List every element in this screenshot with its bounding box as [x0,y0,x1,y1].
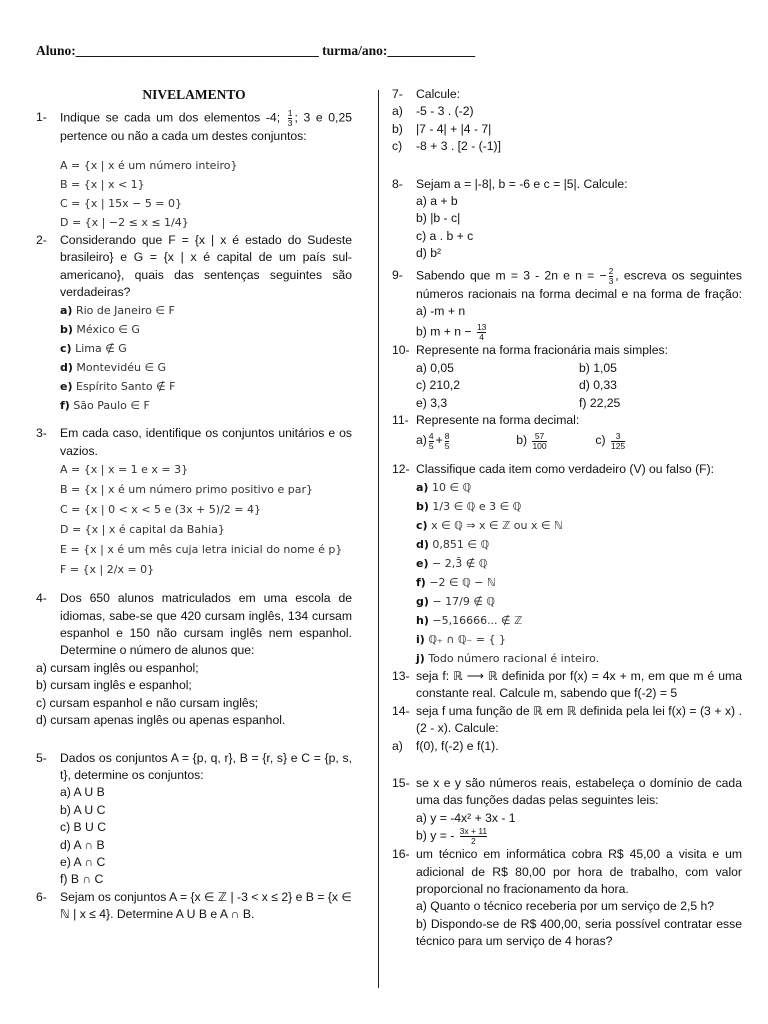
question-number: 16- [392,847,410,862]
set-item: B = {x | x < 1} [60,177,145,191]
list-item: f) B ∩ C [60,872,104,887]
set-item: A = {x | x é um número inteiro} [60,158,238,172]
list-item: b) Dispondo-se de R$ 400,00, seria possível contratar esse técnico para um serviço de 4 horas? [416,916,742,949]
option-item: a) 10 ∈ ℚ [416,480,472,494]
question-14 [392,703,742,738]
option-list [392,478,742,668]
option-item: e) Espírito Santo ∉ F [60,380,176,394]
question-9 [392,267,742,321]
list-item: b) |b - c| [416,211,461,226]
question-number: 11- [392,413,409,428]
set-list [36,156,352,232]
item-grid [392,360,742,412]
question-text: Dados os conjuntos A = {p, q, r}, B = {r, s} e C = {p, s, t}, determine os conjuntos: [60,750,352,782]
question-number: 12- [392,461,410,476]
question-number: 5- [36,750,47,765]
question-number: 3- [36,426,47,441]
list-item: a) cursam inglês ou espanhol; [36,660,199,675]
fraction: $\frac{1}{3}$ [287,108,293,129]
question-number: 6- [36,889,47,904]
item-list [36,784,352,888]
list-item: a) 0,05 [416,360,454,375]
option-item: f) São Paulo ∈ F [60,399,150,413]
list-item: b) A U C [60,802,106,817]
question-number: 14- [392,703,410,718]
list-item: b) y = - $\frac{3x + 11}{2}$ [416,826,488,847]
question-11 [392,412,742,429]
question-6 [36,889,352,924]
question-number: 13- [392,668,410,683]
set-list [36,460,352,580]
option-item: i) ℚ₊ ∩ ℚ₋ = { } [416,632,506,646]
question-number: 4- [36,591,47,606]
question-4 [36,590,352,660]
set-item: C = {x | 15x − 5 = 0} [60,196,183,210]
list-item: d) cursam apenas inglês ou apenas espanhol. [36,713,286,728]
list-item: b) $\frac{57}{100}$ [516,430,547,451]
page-title: NIVELAMENTO [142,87,246,102]
question-text: Represente na forma decimal: [416,413,580,428]
list-item: d) A ∩ B [60,837,105,852]
list-item: c) $\frac{3}{125}$ [595,430,626,451]
question-text: Calcule: [416,87,461,101]
question-number: 1- [36,110,47,125]
set-item: B = {x | x é um número primo positivo e par} [60,483,313,497]
question-text: Classifique cada item como verdadeiro (V) ou falso (F): [416,461,715,476]
list-item: c) a . b + c [416,228,474,243]
question-text: Indique se cada um dos elementos -4; $\frac{1}{3}$ ; 3 e 0,25 pertence ou não a cada um destes conjuntos: [60,108,352,144]
list-item: b) 1,05 [579,360,617,375]
question-text: Em cada caso, identifique os conjuntos unitários e os vazios. [60,426,352,458]
question-number: 8- [392,176,403,191]
list-item: c) 210,2 [416,378,461,393]
question-15 [392,775,742,810]
item-row [392,432,742,451]
set-item: F = {x | 2/x = 0} [60,563,155,577]
option-item: e) − 2,3̄ ∉ ℚ [416,556,488,570]
list-item: a) a + b [416,194,458,209]
list-item: d) 0,33 [579,378,617,393]
list-item: a) f(0), f(-2) e f(1). [392,738,499,753]
question-text: Represente na forma fracionária mais simples: [416,343,668,358]
list-item: e) 3,3 [416,395,448,410]
list-item: b) |7 - 4| + |4 - 7| [392,121,492,136]
list-item: a) $\frac{4}{5}$ + $\frac{8}{5}$ [416,430,450,451]
option-item: j) Todo número racional é inteiro. [416,651,600,665]
set-item: C = {x | 0 < x < 5 e (3x + 5)/2 = 4} [60,503,261,517]
question-text: se x e y são números reais, estabeleça o domínio de cada uma das funções dadas pelas seguintes leis: [416,775,742,808]
question-text: Considerando que F = {x | x é estado do Sudeste brasileiro} e G = {x | x é capital de um país sul-americano}, quais das sentenças seguintes são verdadeiras? [60,232,352,300]
question-8 [392,176,742,193]
list-item: a) -5 - 3 . (-2) [392,104,474,119]
fraction: $\frac{3x + 11}{2}$ [459,826,488,847]
question-text: seja f uma função de ℝ em ℝ definida pela lei f(x) = (3 + x) . (2 - x). Calcule: [416,703,742,736]
option-item: h) −5,16666... ∉ ℤ [416,613,523,627]
list-item: f) 22,25 [579,395,621,410]
question-text: Sejam os conjuntos A = {x ∈ ℤ | -3 < x ≤ 2} e B = {x ∈ ℕ | x ≤ 4}. Determine A U B e A ∩ B. [60,889,352,922]
question-3 [36,425,352,460]
question-12 [392,461,742,478]
question-text: um técnico em informática cobra R$ 45,00 a visita e um adicional de R$ 80,00 por hora de trabalho, com valor proporcional no fracionamento da hora. [416,847,742,896]
option-item: d) Montevidéu ∈ G [60,361,167,375]
question-10 [392,342,742,359]
question-16 [392,846,742,898]
question-5 [36,750,352,785]
set-item: D = {x | −2 ≤ x ≤ 1/4} [60,215,189,229]
fraction: $\frac{2}{3}$ [608,265,614,286]
question-7 [392,86,742,103]
question-text: seja f: ℝ ⟶ ℝ definida por f(x) = 4x + m, em que m é uma constante real. Calcule m, sabendo que f(-2) = 5 [416,668,742,701]
question-number: 10- [392,343,410,358]
option-item: a) Rio de Janeiro ∈ F [60,304,175,318]
option-item: c) Lima ∉ G [60,342,127,356]
set-item: D = {x | x é capital da Bahia} [60,523,225,537]
fraction: $\frac{13}{4}$ [476,322,487,343]
question-1 [36,109,352,145]
option-item: b) México ∈ G [60,323,140,337]
option-item: b) 1/3 ∈ ℚ e 3 ∈ ℚ [416,499,522,513]
set-item: A = {x | x = 1 e x = 3} [60,463,189,477]
list-item: b) cursam inglês e espanhol; [36,678,192,693]
list-item: c) -8 + 3 . [2 - (-1)] [392,139,501,154]
list-item: c) B U C [60,820,107,835]
column-divider [378,90,379,988]
question-number: 2- [36,232,47,247]
question-13 [392,668,742,703]
list-item: a) Quanto o técnico receberia por um serviço de 2,5 h? [416,899,715,914]
student-header: Aluno:____________________________________ turma/ano:_____________ [36,43,476,58]
question-number: 9- [392,267,403,282]
list-item: a) A U B [60,785,105,800]
option-item: g) − 17/9 ∉ ℚ [416,594,496,608]
option-item: c) x ∈ ℚ ⇒ x ∈ ℤ ou x ∈ ℕ [416,518,563,532]
question-text: Sejam a = |-8|, b = -6 e c = |5|. Calcule: [416,176,628,191]
list-item: c) cursam espanhol e não cursam inglês; [36,695,259,710]
left-column [36,86,352,924]
question-text: Dos 650 alunos matriculados em uma escola de idiomas, sabe-se que 420 cursam inglês, 134 cursam espanhol e 150 não cursam inglês nem espanhol. Determine o número de alunos que: [60,591,352,658]
option-item: f) −2 ∈ ℚ − ℕ [416,575,496,589]
list-item: d) b² [416,246,442,261]
question-number: 7- [392,87,403,101]
list-item: a) y = -4x² + 3x - 1 [416,810,516,825]
right-column [392,86,742,951]
set-item: E = {x | x é um mês cuja letra inicial do nome é p} [60,543,343,557]
question-number: 15- [392,775,410,790]
option-list [36,301,352,415]
list-item: b) m + n − $\frac{13}{4}$ [416,322,487,343]
question-2 [36,232,352,302]
option-item: d) 0,851 ∈ ℚ [416,537,490,551]
item-list [392,193,742,263]
list-item: e) A ∩ C [60,854,106,869]
question-text: Sabendo que m = 3 - 2n e n = − $\frac{2}{3}$ , escreva os seguintes números racionais na forma decimal e na forma de fração: a) -m + n [416,265,742,319]
item-list [36,660,352,730]
